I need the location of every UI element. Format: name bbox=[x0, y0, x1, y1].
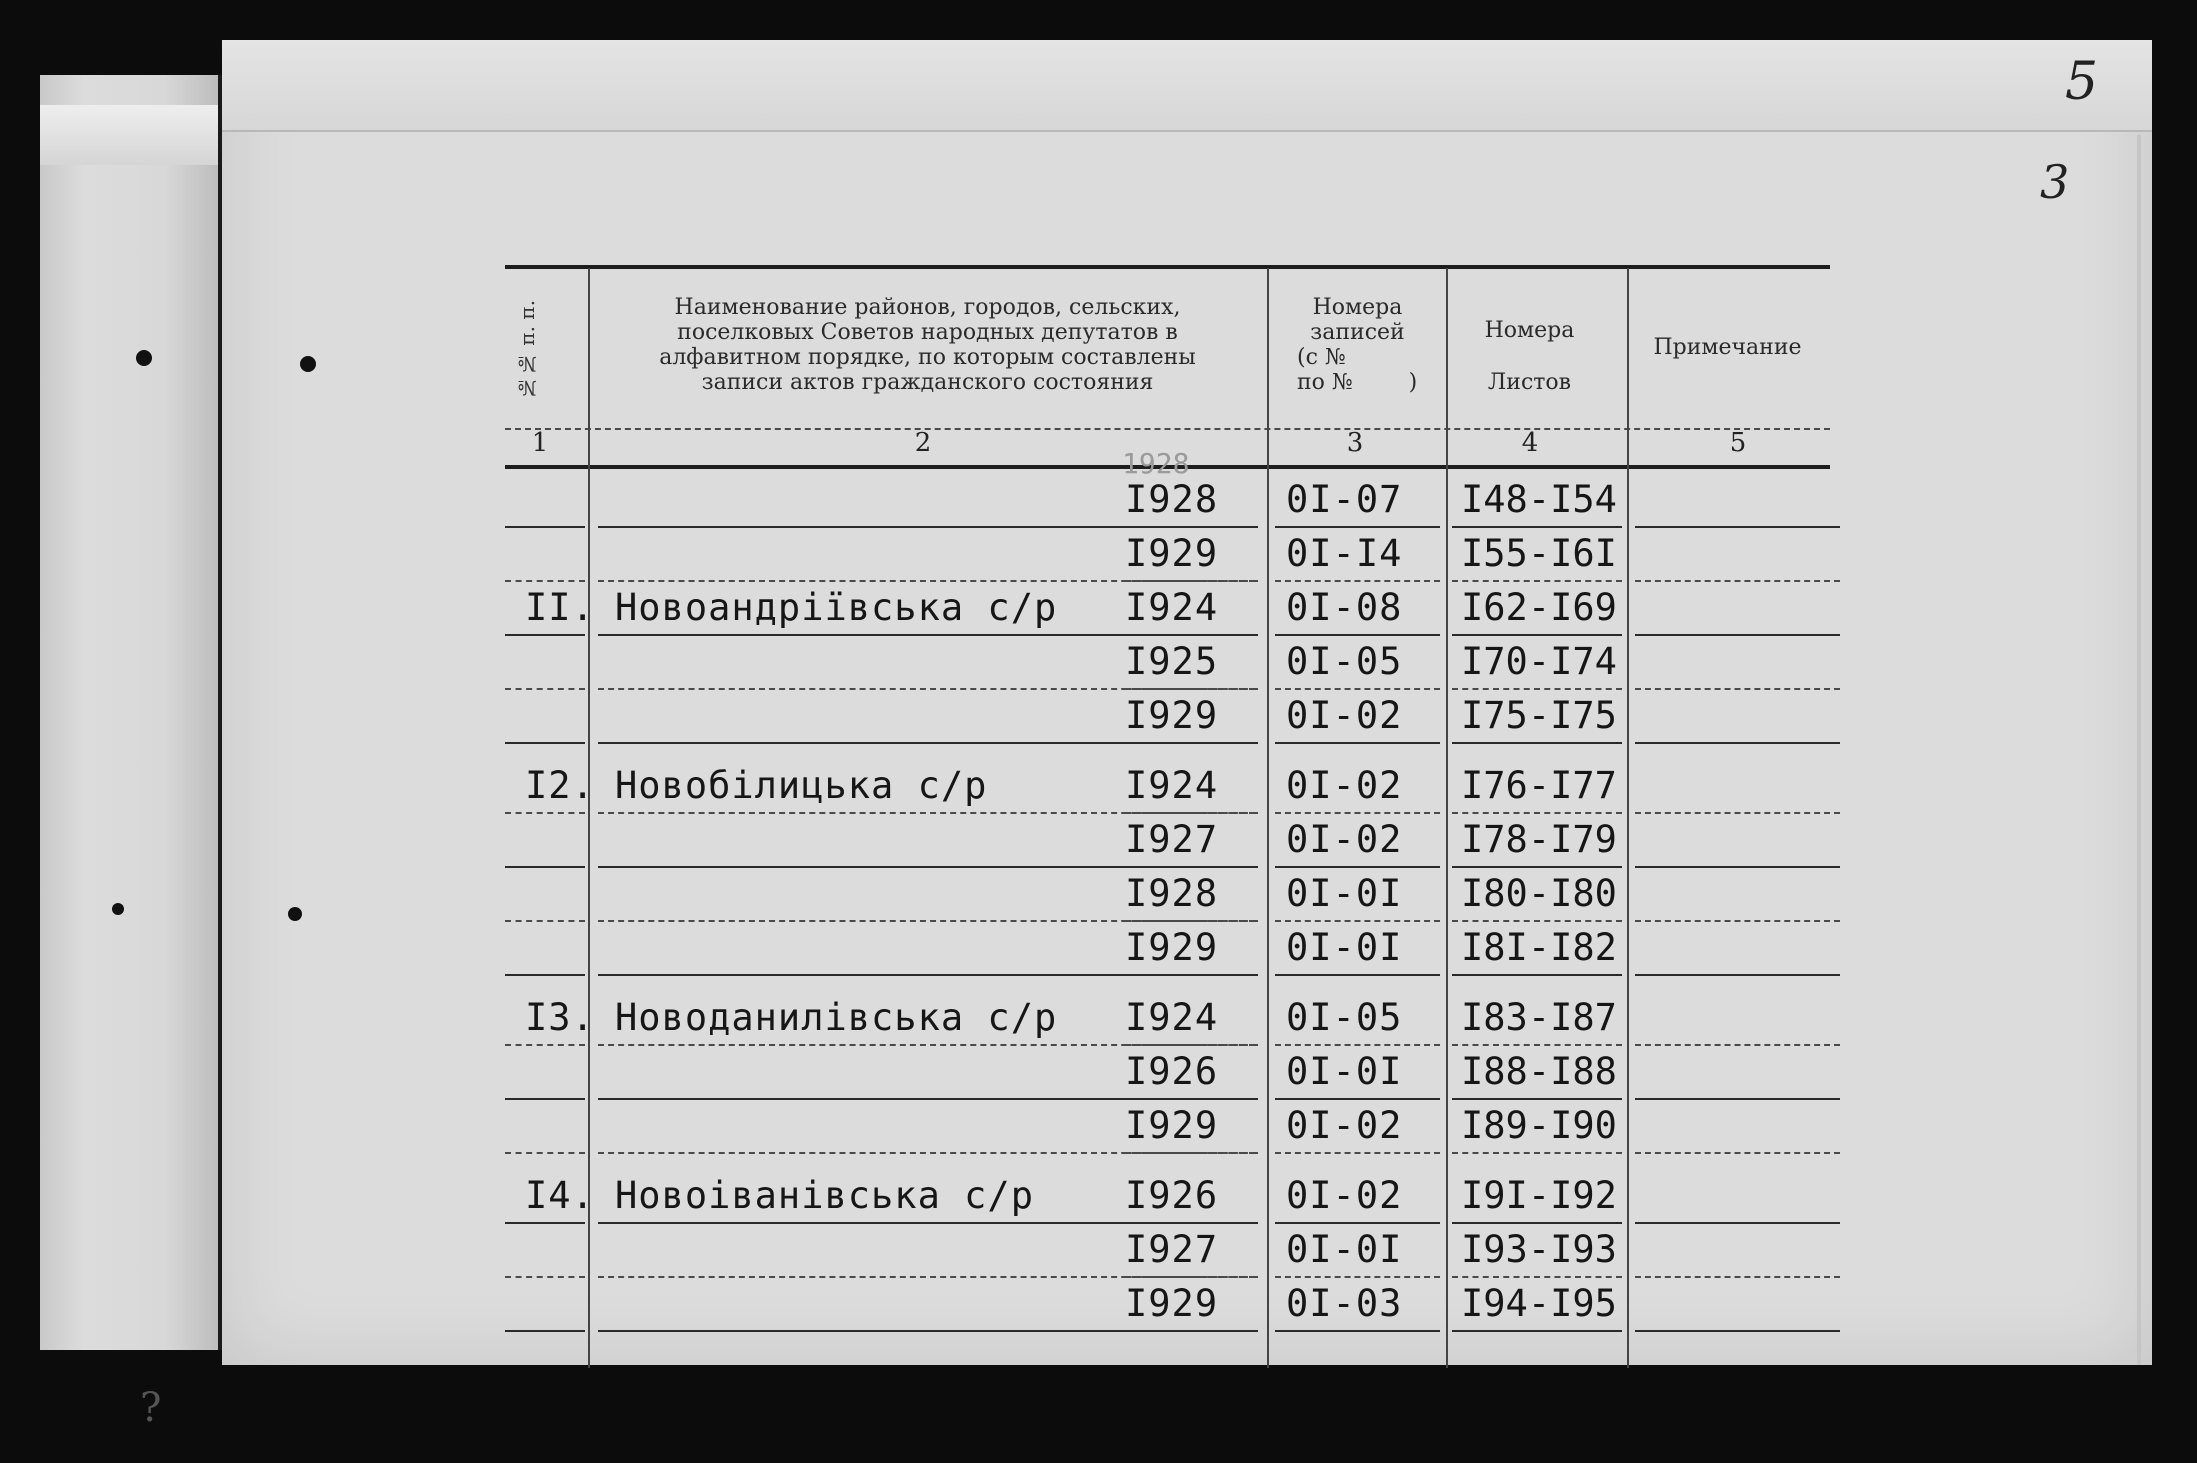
row-records: 0I-0I bbox=[1286, 1050, 1403, 1093]
row-rule bbox=[505, 1152, 585, 1154]
row-year: I929 bbox=[1125, 532, 1219, 575]
row-records: 0I-02 bbox=[1286, 1174, 1403, 1217]
row-name: Новоданилівська с/р bbox=[615, 996, 1058, 1039]
row-rule bbox=[1452, 1044, 1622, 1046]
row-year: I926 bbox=[1125, 1174, 1219, 1217]
col-separator bbox=[1627, 268, 1629, 1368]
row-rule bbox=[1452, 634, 1622, 636]
header-no: №№ п. п. bbox=[515, 299, 539, 401]
row-rule bbox=[1125, 812, 1255, 814]
row-name: Новобілицька с/р bbox=[615, 764, 988, 807]
row-records: 0I-0I bbox=[1286, 1228, 1403, 1271]
row-number: I4. bbox=[525, 1174, 595, 1217]
row-sheets: I70-I74 bbox=[1461, 640, 1617, 683]
row-rule bbox=[1275, 1098, 1440, 1100]
row-rule bbox=[1635, 688, 1840, 690]
column-number: 5 bbox=[1729, 428, 1747, 458]
row-rule bbox=[1635, 1330, 1840, 1332]
row-rule bbox=[1452, 688, 1622, 690]
row-number: I2. bbox=[525, 764, 595, 807]
row-year: I927 bbox=[1125, 818, 1219, 861]
row-year: I924 bbox=[1125, 764, 1219, 807]
header-name-line: поселковых Советов народных депутатов в bbox=[677, 320, 1178, 345]
row-sheets: I55-I6I bbox=[1461, 532, 1617, 575]
row-records: 0I-05 bbox=[1286, 640, 1403, 683]
column-number: 2 bbox=[914, 428, 932, 458]
header-sheets bbox=[1452, 305, 1607, 409]
row-year: I924 bbox=[1125, 586, 1219, 629]
row-rule bbox=[1125, 1330, 1255, 1332]
row-rule bbox=[1635, 1152, 1840, 1154]
row-rule bbox=[1275, 1044, 1440, 1046]
row-rule bbox=[1452, 1152, 1622, 1154]
row-rule bbox=[1275, 526, 1440, 528]
header-records-line: по № ) bbox=[1297, 370, 1418, 395]
header-sheets-line: Номера bbox=[1484, 318, 1575, 343]
row-rule bbox=[1125, 580, 1255, 582]
row-rule bbox=[505, 688, 585, 690]
row-rule bbox=[1452, 974, 1622, 976]
col-separator bbox=[1267, 268, 1269, 1368]
row-rule bbox=[1125, 742, 1255, 744]
row-rule bbox=[1635, 920, 1840, 922]
header-records-line: Номера bbox=[1312, 295, 1403, 320]
row-rule bbox=[1635, 1222, 1840, 1224]
sheet-number-mark: 5 bbox=[2065, 52, 2099, 112]
row-rule bbox=[1125, 1098, 1255, 1100]
row-rule bbox=[1452, 920, 1622, 922]
header-note: Примечание bbox=[1653, 335, 1802, 360]
row-sheets: I76-I77 bbox=[1461, 764, 1617, 807]
row-rule bbox=[1275, 1222, 1440, 1224]
row-records: 0I-02 bbox=[1286, 694, 1403, 737]
page-number-mark: 3 bbox=[2040, 155, 2070, 209]
row-sheets: I80-I80 bbox=[1461, 872, 1617, 915]
header-records bbox=[1275, 295, 1440, 395]
row-year: I926 bbox=[1125, 1050, 1219, 1093]
row-rule bbox=[1452, 1222, 1622, 1224]
row-rule bbox=[505, 974, 585, 976]
header-name-line: записи актов гражданского состояния bbox=[701, 370, 1154, 395]
col-separator bbox=[1446, 268, 1448, 1368]
row-year: I925 bbox=[1125, 640, 1219, 683]
row-rule bbox=[505, 580, 585, 582]
row-year: I929 bbox=[1125, 1282, 1219, 1325]
row-records: 0I-03 bbox=[1286, 1282, 1403, 1325]
row-rule bbox=[1452, 1330, 1622, 1332]
row-rule bbox=[1635, 1044, 1840, 1046]
column-number: 3 bbox=[1346, 428, 1364, 458]
row-rule bbox=[505, 1330, 585, 1332]
row-sheets: I94-I95 bbox=[1461, 1282, 1617, 1325]
row-rule bbox=[1125, 634, 1255, 636]
row-sheets: I48-I54 bbox=[1461, 478, 1617, 521]
row-rule bbox=[1635, 866, 1840, 868]
row-records: 0I-08 bbox=[1286, 586, 1403, 629]
row-rule bbox=[1635, 812, 1840, 814]
row-rule bbox=[1125, 1276, 1255, 1278]
row-number: I3. bbox=[525, 996, 595, 1039]
row-rule bbox=[1635, 526, 1840, 528]
column-number: 1 bbox=[531, 428, 549, 458]
header-name-line: Наименование районов, городов, сельских, bbox=[674, 295, 1181, 320]
row-rule bbox=[1275, 688, 1440, 690]
row-rule bbox=[1125, 688, 1255, 690]
row-year: I929 bbox=[1125, 1104, 1219, 1147]
row-rule bbox=[1452, 526, 1622, 528]
row-rule bbox=[1125, 974, 1255, 976]
row-rule bbox=[1452, 580, 1622, 582]
row-rule bbox=[1125, 1152, 1255, 1154]
row-records: 0I-02 bbox=[1286, 818, 1403, 861]
row-sheets: I75-I75 bbox=[1461, 694, 1617, 737]
row-rule bbox=[505, 526, 585, 528]
row-year: I929 bbox=[1125, 926, 1219, 969]
row-rule bbox=[1635, 634, 1840, 636]
row-sheets: I89-I90 bbox=[1461, 1104, 1617, 1147]
row-records: 0I-I4 bbox=[1286, 532, 1403, 575]
row-number: II. bbox=[525, 586, 595, 629]
row-rule bbox=[505, 812, 585, 814]
row-rule bbox=[1635, 1276, 1840, 1278]
header-sub-rule bbox=[505, 428, 1830, 430]
row-rule bbox=[505, 920, 585, 922]
row-rule bbox=[1275, 1330, 1440, 1332]
row-rule bbox=[505, 1276, 585, 1278]
row-rule bbox=[1635, 742, 1840, 744]
row-rule bbox=[1635, 1098, 1840, 1100]
row-name: Новоандріївська с/р bbox=[615, 586, 1058, 629]
row-records: 0I-07 bbox=[1286, 478, 1403, 521]
row-rule bbox=[505, 742, 585, 744]
row-rule bbox=[1125, 1222, 1255, 1224]
row-rule bbox=[1275, 580, 1440, 582]
header-name-line: алфавитном порядке, по которым составлены bbox=[659, 345, 1196, 370]
row-records: 0I-0I bbox=[1286, 872, 1403, 915]
row-rule bbox=[1125, 920, 1255, 922]
row-rule bbox=[505, 866, 585, 868]
row-rule bbox=[1275, 1152, 1440, 1154]
header-top-rule bbox=[505, 265, 1830, 269]
row-sheets: I88-I88 bbox=[1461, 1050, 1617, 1093]
faint-year-ghost: 1928 bbox=[1122, 447, 1190, 480]
row-rule bbox=[1275, 812, 1440, 814]
row-sheets: I83-I87 bbox=[1461, 996, 1617, 1039]
header-records-line: (с № bbox=[1297, 345, 1346, 370]
row-rule bbox=[1275, 866, 1440, 868]
row-rule bbox=[1452, 1276, 1622, 1278]
row-year: I928 bbox=[1125, 872, 1219, 915]
row-year: I928 bbox=[1125, 478, 1219, 521]
row-rule bbox=[1452, 812, 1622, 814]
column-number: 4 bbox=[1521, 428, 1539, 458]
row-rule bbox=[1125, 866, 1255, 868]
row-name: Новоіванівська с/р bbox=[615, 1174, 1034, 1217]
row-sheets: I9I-I92 bbox=[1461, 1174, 1617, 1217]
row-rule bbox=[1452, 866, 1622, 868]
row-rule bbox=[1452, 1098, 1622, 1100]
row-rule bbox=[1275, 742, 1440, 744]
row-rule bbox=[1275, 920, 1440, 922]
row-rule bbox=[505, 634, 585, 636]
row-records: 0I-02 bbox=[1286, 764, 1403, 807]
row-year: I929 bbox=[1125, 694, 1219, 737]
row-sheets: I8I-I82 bbox=[1461, 926, 1617, 969]
row-records: 0I-0I bbox=[1286, 926, 1403, 969]
header-sheets-line: Листов bbox=[1487, 370, 1572, 395]
row-rule bbox=[505, 1222, 585, 1224]
stray-mark: ? bbox=[140, 1385, 162, 1431]
row-records: 0I-05 bbox=[1286, 996, 1403, 1039]
row-rule bbox=[505, 1044, 585, 1046]
row-sheets: I62-I69 bbox=[1461, 586, 1617, 629]
row-rule bbox=[505, 1098, 585, 1100]
row-rule bbox=[1635, 580, 1840, 582]
row-rule bbox=[1125, 1044, 1255, 1046]
row-rule bbox=[1125, 526, 1255, 528]
row-sheets: I93-I93 bbox=[1461, 1228, 1617, 1271]
row-records: 0I-02 bbox=[1286, 1104, 1403, 1147]
row-year: I927 bbox=[1125, 1228, 1219, 1271]
row-year: I924 bbox=[1125, 996, 1219, 1039]
row-sheets: I78-I79 bbox=[1461, 818, 1617, 861]
row-rule bbox=[1275, 974, 1440, 976]
row-rule bbox=[1275, 1276, 1440, 1278]
header-records-line: записей bbox=[1310, 320, 1405, 345]
header-name bbox=[600, 295, 1255, 395]
row-rule bbox=[1452, 742, 1622, 744]
row-rule bbox=[1635, 974, 1840, 976]
row-rule bbox=[1275, 634, 1440, 636]
